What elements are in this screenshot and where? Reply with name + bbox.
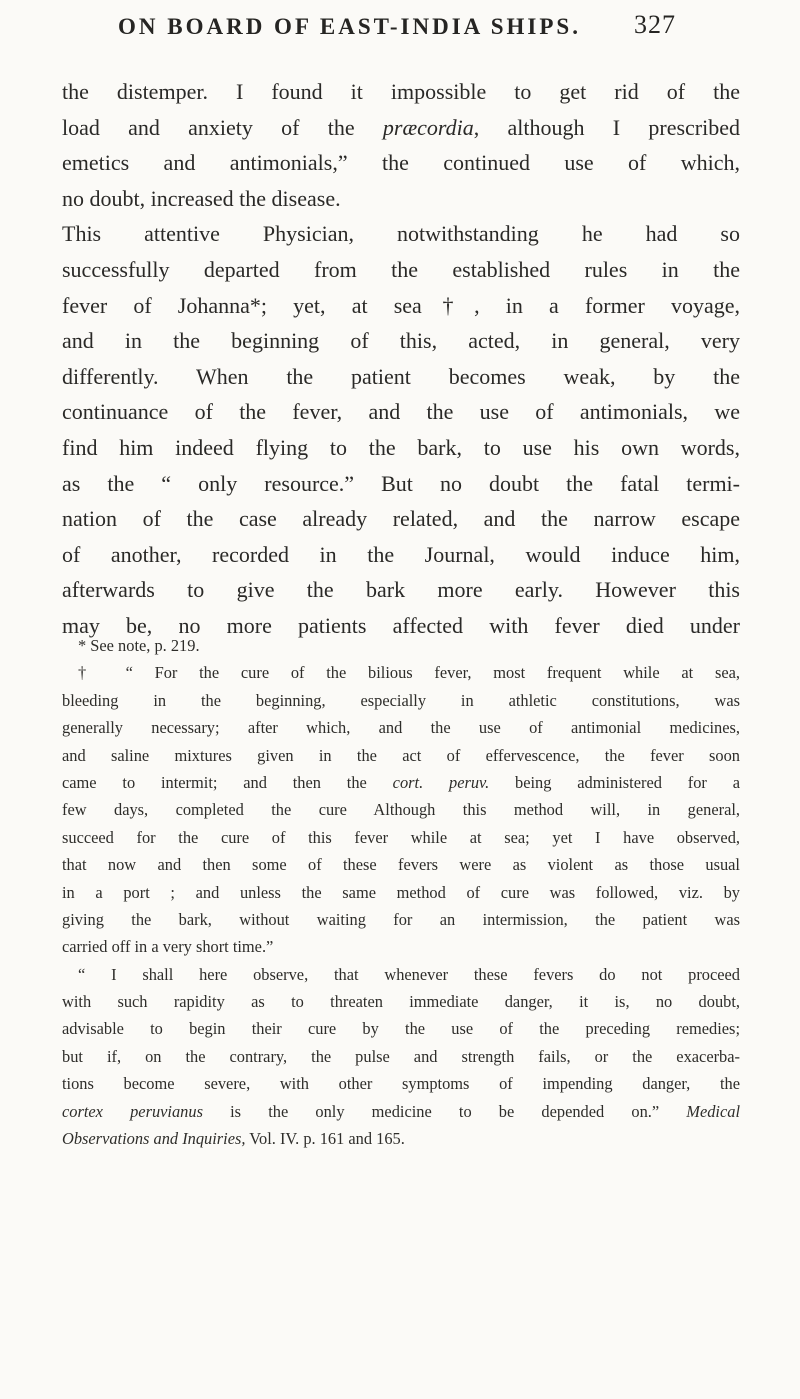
footnote-line: tions become severe, with other symptoms of impending danger, the <box>62 1074 740 1094</box>
body-line: nation of the case already related, and the narrow escape <box>62 506 740 532</box>
body-line <box>62 110 740 146</box>
footnote-line: few days, completed the cure Although this method will, in general, <box>62 800 740 820</box>
footnote-line <box>62 1125 740 1152</box>
footnote-line: * See note, p. 219. <box>78 636 200 655</box>
footnote-line: in a port ; and unless the same method of cure was followed, viz. by <box>62 882 740 902</box>
footnote-line: carried off in a very short time.” <box>62 937 274 957</box>
body-line: emetics and antimonials,” the continued use of which, <box>62 150 740 176</box>
body-line: of another, recorded in the Journal, would induce him, <box>62 541 740 567</box>
footnote-line <box>62 1098 740 1125</box>
body-line: differently. When the patient becomes weak, by the <box>62 363 740 389</box>
footnote-line-mid: is the only medicine to be depended on.” <box>202 1101 687 1121</box>
footnote-line: that now and then some of these fevers were as violent as those usual <box>62 855 740 875</box>
body-line: successfully departed from the established rules in the <box>62 256 740 282</box>
footnote-line: generally necessary; after which, and the use of antimonial medicines, <box>62 718 740 738</box>
body-line: fever of Johanna*; yet, at sea†, in a former voyage, <box>62 292 740 318</box>
body-line: continuance of the fever, and the use of antimonials, we <box>62 399 740 425</box>
body-line-end: , although I prescribed <box>473 114 741 140</box>
footnote-line: giving the bark, without waiting for an intermission, the patient was <box>62 909 740 929</box>
footnote-line: † “ For the cure of the bilious fever, most frequent while at sea, <box>78 663 740 683</box>
body-line: the distemper. I found it impossible to get rid of the <box>62 79 740 104</box>
body-line: afterwards to give the bark more early. However this <box>62 577 740 603</box>
footnote-line-start: came to intermit; and then the <box>62 772 393 792</box>
page-number: 327 <box>634 10 676 39</box>
footnote-source-title: Observations and Inquiries, <box>62 1129 246 1149</box>
body-line: and in the beginning of this, acted, in general, very <box>62 328 740 354</box>
footnote-line: and saline mixtures given in the act of effervescence, the fever soon <box>62 745 740 765</box>
body-line: This attentive Physician, notwithstanding he had so <box>62 221 740 247</box>
body-italic-term: præcordia <box>382 114 474 140</box>
footnote-line: succeed for the cure of this fever while at sea; yet I have observed, <box>62 827 740 847</box>
body-line-start: load and anxiety of the <box>62 114 383 140</box>
footnote-italic-term: cort. peruv. <box>392 772 490 792</box>
footnote-line: bleeding in the beginning, especially in athletic constitutions, was <box>62 690 740 710</box>
footnote-source-ref: Vol. IV. p. 161 and 165. <box>245 1129 405 1149</box>
body-line: may be, no more patients affected with fever died under <box>62 612 740 638</box>
footnote-line: with such rapidity as to threaten immediate danger, it is, no doubt, <box>62 992 740 1012</box>
body-line: as the “ only resource.” But no doubt the fatal termi- <box>62 470 740 496</box>
body-text <box>62 74 740 644</box>
footnote-source-title: Medical <box>686 1101 740 1121</box>
running-head <box>118 10 678 40</box>
footnote-line: “ I shall here observe, that whenever these fevers do not proceed <box>78 964 740 984</box>
footnotes <box>62 632 740 1152</box>
footnote-line: advisable to begin their cure by the use of the preceding remedies; <box>62 1019 740 1039</box>
footnote-line: but if, on the contrary, the pulse and strength fails, or the exacerba- <box>62 1046 740 1066</box>
footnote-italic-term: cortex peruvianus <box>62 1101 203 1121</box>
footnote-line-end: being administered for a <box>489 772 740 792</box>
body-line: no doubt, increased the disease. <box>62 185 341 211</box>
body-line: find him indeed flying to the bark, to use his own words, <box>62 434 740 460</box>
running-head-title: ON BOARD OF EAST-INDIA SHIPS. <box>118 14 581 39</box>
footnote-line <box>62 769 740 796</box>
